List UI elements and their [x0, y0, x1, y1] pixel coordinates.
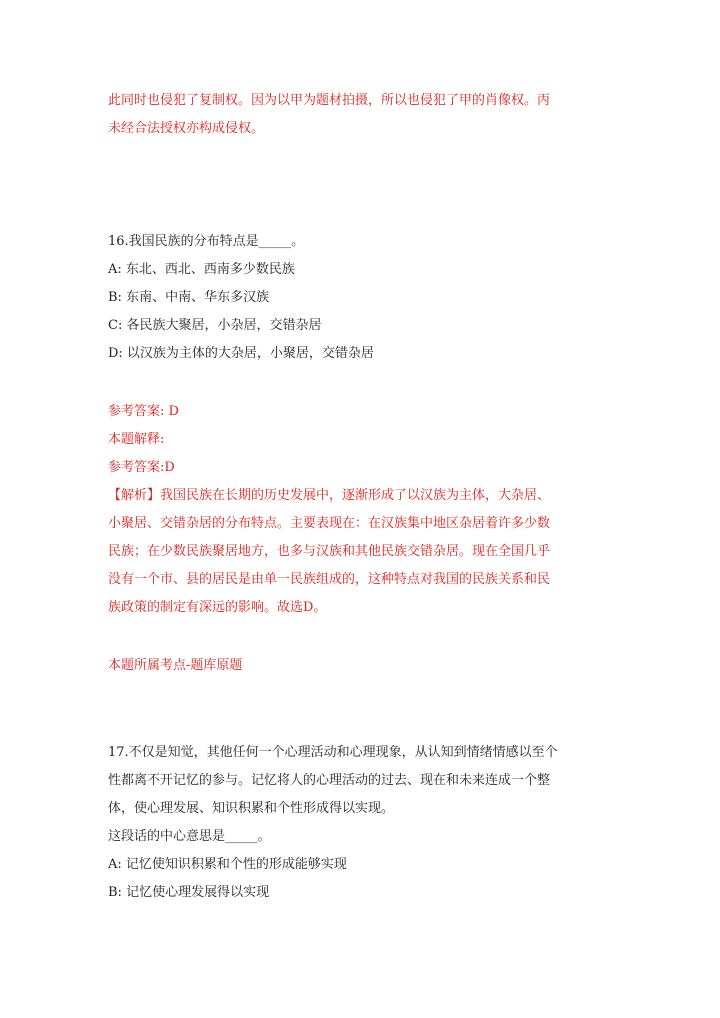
explanation-line: 族政策的制定有深远的影响。故选D。: [108, 600, 327, 615]
question-stem-line: 体，使心理发展、知识积累和个性形成得以实现。: [108, 801, 395, 816]
explanation-line: 民族；在少数民族聚居地方，也多与汉族和其他民族交错杂居。现在全国几乎: [108, 544, 551, 559]
option-a: A: 东北、西北、西南多少数民族: [108, 262, 295, 277]
question-stem-line: 这段话的中心意思是_____。: [108, 829, 271, 844]
explanation-line: 没有一个市、县的居民是由单一民族组成的，这种特点对我国的民族关系和民: [108, 572, 551, 587]
answer-label: 参考答案: D: [108, 404, 179, 419]
option-b: B: 记忆使心理发展得以实现: [108, 885, 270, 900]
explanation-label: 本题解释:: [108, 432, 165, 447]
answer-repeat: 参考答案:D: [108, 460, 175, 475]
topic-label: 本题所属考点-题库原题: [108, 658, 243, 673]
explanation-line: 【解析】我国民族在长期的历史发展中，逐渐形成了以汉族为主体，大杂居、: [108, 488, 551, 503]
option-b: B: 东南、中南、华东多汉族: [108, 290, 270, 305]
question-stem-line: 性都离不开记忆的参与。记忆将人的心理活动的过去、现在和未来连成一个整: [108, 773, 551, 788]
option-c: C: 各民族大聚居，小杂居，交错杂居: [108, 318, 322, 333]
question-stem-line: 17.不仅是知觉，其他任何一个心理活动和心理现象，从认知到情绪情感以至个: [108, 745, 558, 760]
question-stem: 16.我国民族的分布特点是_____。: [108, 234, 305, 249]
option-d: D: 以汉族为主体的大杂居，小聚居，交错杂居: [108, 346, 374, 361]
explanation-line: 未经合法授权亦构成侵权。: [108, 121, 265, 136]
option-a: A: 记忆使知识积累和个性的形成能够实现: [108, 857, 347, 872]
explanation-line: 小聚居、交错杂居的分布特点。主要表现在：在汉族集中地区杂居着许多少数: [108, 516, 551, 531]
explanation-line: 此同时也侵犯了复制权。因为以甲为题材拍摄，所以也侵犯了甲的肖像权。丙: [108, 93, 551, 108]
